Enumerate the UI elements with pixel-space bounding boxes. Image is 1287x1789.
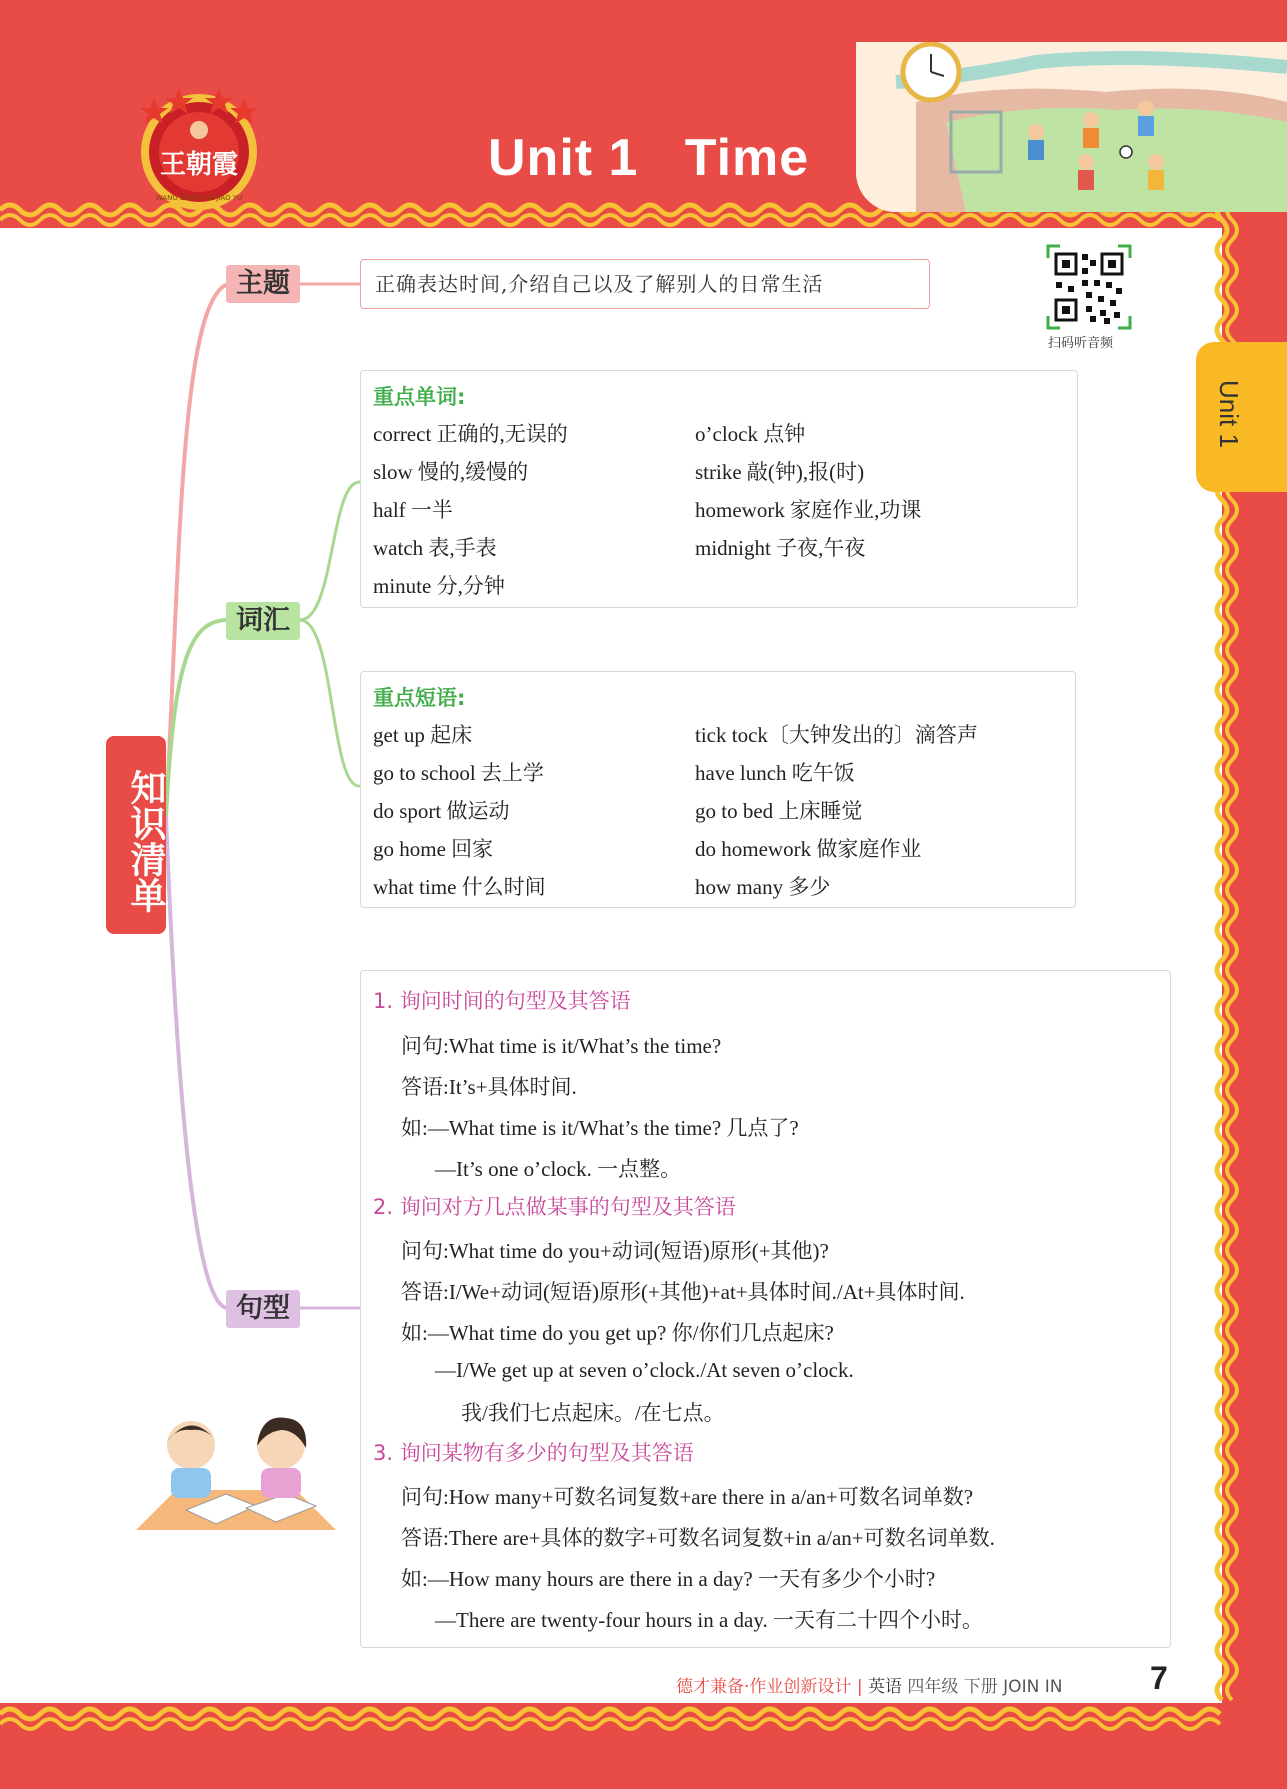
footer-subject: 英语 bbox=[867, 1677, 902, 1697]
pattern-line: 问句:What time is it/What’s the time? bbox=[401, 1034, 722, 1058]
word-item: o’clock 点钟 bbox=[695, 422, 806, 446]
word-item: homework 家庭作业,功课 bbox=[695, 498, 922, 522]
footer-brand: 德才兼备·作业创新设计 bbox=[676, 1677, 852, 1697]
footer-term: 下册 bbox=[963, 1677, 998, 1697]
publisher-logo bbox=[134, 82, 264, 212]
logo-ring-text: WANG ZHAO XIA JIAO YU bbox=[155, 194, 243, 202]
pattern-2-title: 2. 询问对方几点做某事的句型及其答语 bbox=[373, 1195, 736, 1219]
page-number: 7 bbox=[1150, 1660, 1168, 1696]
unit-title: Unit 1 Time bbox=[488, 129, 810, 187]
pattern-3-title: 3. 询问某物有多少的句型及其答语 bbox=[373, 1441, 694, 1465]
mindmap-branches bbox=[160, 260, 370, 1320]
footer-grade: 四年级 bbox=[907, 1677, 959, 1697]
theme-text: 正确表达时间,介绍自己以及了解别人的日常生活 bbox=[360, 259, 930, 309]
pattern-1-title: 1. 询问时间的句型及其答语 bbox=[373, 989, 631, 1013]
pattern-line: —I/We get up at seven o’clock./At seven o’clock. bbox=[435, 1358, 854, 1382]
playground-scene bbox=[856, 42, 1287, 212]
pattern-line: 如:—What time is it/What’s the time? 几点了? bbox=[401, 1116, 799, 1140]
unit-side-tab-label: Unit 1 bbox=[1214, 380, 1244, 448]
word-item: correct 正确的,无误的 bbox=[373, 422, 568, 446]
pattern-line: —It’s one o’clock. 一点整。 bbox=[435, 1157, 682, 1181]
phrase-item: what time 什么时间 bbox=[373, 875, 546, 899]
vocab-label: 词汇 bbox=[226, 602, 300, 640]
key-words-title: 重点单词: bbox=[373, 385, 466, 409]
sentence-patterns-box bbox=[360, 970, 1171, 1648]
phrase-item: get up 起床 bbox=[373, 723, 473, 747]
pattern-line: 答语:It’s+具体时间. bbox=[401, 1075, 577, 1099]
word-item: strike 敲(钟),报(时) bbox=[695, 460, 865, 484]
phrase-item: how many 多少 bbox=[695, 875, 831, 899]
sentence-label: 句型 bbox=[226, 1290, 300, 1328]
key-phrases-title: 重点短语: bbox=[373, 686, 466, 710]
word-item: minute 分,分钟 bbox=[373, 574, 505, 598]
qr-code-icon[interactable] bbox=[1046, 244, 1132, 330]
phrase-item: go to school 去上学 bbox=[373, 761, 544, 785]
pattern-line: 答语:There are+具体的数字+可数名词复数+in a/an+可数名词单数. bbox=[401, 1526, 995, 1550]
kids-studying-illustration bbox=[136, 1410, 336, 1530]
qr-code-label: 扫码听音频 bbox=[1048, 336, 1114, 351]
phrase-item: go home 回家 bbox=[373, 837, 494, 861]
phrase-item: do sport 做运动 bbox=[373, 799, 510, 823]
key-words-box bbox=[360, 370, 1078, 608]
pattern-line: 如:—What time do you get up? 你/你们几点起床? bbox=[401, 1321, 834, 1345]
logo-text: 王朝霞 bbox=[159, 150, 238, 180]
unit-side-tab-label-wrap bbox=[1200, 374, 1270, 464]
word-item: half 一半 bbox=[373, 498, 453, 522]
phrase-item: go to bed 上床睡觉 bbox=[695, 799, 863, 823]
phrase-item: have lunch 吃午饭 bbox=[695, 761, 855, 785]
footer-meta: 德才兼备·作业创新设计 | 英语 四年级 下册 JOIN IN bbox=[676, 1677, 1063, 1697]
pattern-line: 如:—How many hours are there in a day? 一天有多少个小时? bbox=[401, 1567, 936, 1591]
pattern-line: 我/我们七点起床。/在七点。 bbox=[461, 1401, 725, 1425]
phrase-item: tick tock〔大钟发出的〕滴答声 bbox=[695, 723, 978, 747]
word-item: watch 表,手表 bbox=[373, 536, 497, 560]
mindmap-root: 知识清单 bbox=[106, 736, 166, 934]
theme-label: 主题 bbox=[226, 265, 300, 303]
pattern-line: 问句:How many+可数名词复数+are there in a/an+可数名词单数? bbox=[401, 1485, 974, 1509]
word-item: slow 慢的,缓慢的 bbox=[373, 460, 529, 484]
footer-series: JOIN IN bbox=[1003, 1677, 1063, 1697]
key-phrases-box bbox=[360, 671, 1076, 908]
pattern-line: 问句:What time do you+动词(短语)原形(+其他)? bbox=[401, 1239, 829, 1263]
pattern-line: 答语:I/We+动词(短语)原形(+其他)+at+具体时间./At+具体时间. bbox=[401, 1280, 965, 1304]
phrase-item: do homework 做家庭作业 bbox=[695, 837, 922, 861]
wave-border-bottom bbox=[0, 1700, 1228, 1738]
header-illustration bbox=[856, 42, 1287, 212]
word-item: midnight 子夜,午夜 bbox=[695, 536, 866, 560]
pattern-line: —There are twenty-four hours in a day. 一天有二十四个小时。 bbox=[435, 1608, 984, 1632]
